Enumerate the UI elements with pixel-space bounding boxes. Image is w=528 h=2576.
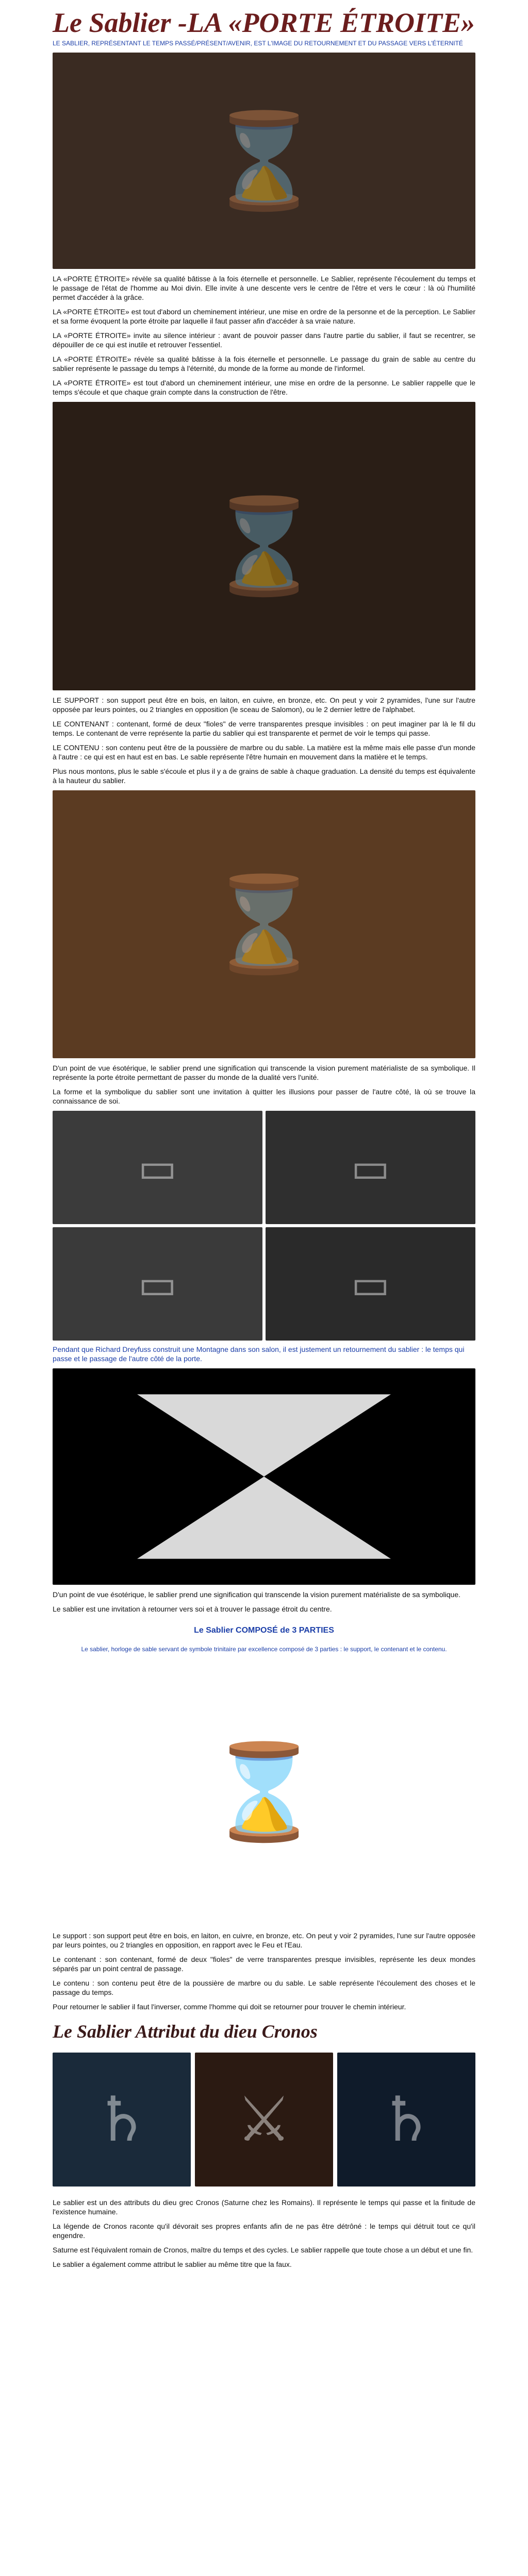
parts-banner: Le Sablier COMPOSÉ de 3 PARTIES bbox=[194, 1626, 334, 1635]
hourglass-icon: ⌛ bbox=[206, 492, 322, 600]
cronos-image bbox=[337, 2053, 475, 2187]
intro-paragraph: LA «PORTE ÉTROITE» est tout d'abord un cheminement intérieur, une mise en ordre de la personne. Le sablier rappelle que le temps s'écoule et que chaque grain compte dans la construction de l'être. bbox=[53, 379, 475, 396]
photo-hourglass-image bbox=[53, 790, 475, 1058]
cronos-paragraph: Le sablier a également comme attribut le sablier au même titre que la faux. bbox=[53, 2260, 292, 2268]
cronos-image-row bbox=[53, 2047, 475, 2192]
porte-paragraph: D'un point de vue ésotérique, le sablier prend une signification qui transcende la vision purement matérialiste de sa symbolique. Il représente la porte étroite permettant de passer du monde de la dualité vers l'unité. bbox=[53, 1064, 475, 1081]
film-still-image bbox=[53, 1227, 262, 1341]
parts-note: Le sablier, horloge de sable servant de symbole trinitaire par excellence composé de 3 parties : le support, le contenant et le contenu. bbox=[81, 1646, 447, 1653]
parts-detail-paragraph: Le contenu : son contenu peut être de la poussière de marbre ou du sable. Le sable représente l'écoulement des choses et le passage du temps. bbox=[53, 1979, 475, 1996]
page-subtitle: LE SABLIER, REPRÉSENTANT LE TEMPS PASSÉ/PRÉSENT/AVENIR, EST L'IMAGE DU RETOURNEMENT ET DU PASSAGE VERS L'ÉTERNITÉ bbox=[53, 40, 463, 47]
parts-detail-paragraph: Pour retourner le sablier il faut l'inverser, comme l'homme qui doit se retourner pour trouver le chemin intérieur. bbox=[53, 2003, 406, 2011]
film-still-grid bbox=[53, 1111, 475, 1341]
intro-paragraph: LA «PORTE ÉTROITE» est tout d'abord un cheminement intérieur, une mise en ordre de la personne et de la perception. Le Sablier et sa forme évoquent la porte étroite par laquelle il faut passer afin d'accéder à sa vraie nature. bbox=[53, 308, 475, 325]
page-title: Le Sablier -LA «PORTE ÉTROITE» bbox=[53, 7, 475, 38]
porte-paragraph: La forme et la symbolique du sablier sont une invitation à quitter les illusions pour passer de l'autre côté, là où se trouve la connaissance de soi. bbox=[53, 1088, 475, 1105]
intro-paragraph: LA «PORTE ÉTROITE» invite au silence intérieur : avant de pouvoir passer dans l'autre partie du sablier, il faut se recentrer, se dépouiller de ce qui est inutile et retrouver l'essentiel. bbox=[53, 331, 475, 349]
cronos-paragraph: Le sablier est un des attributs du dieu grec Cronos (Saturne chez les Romains). Il représente le temps qui passe et la finitude de l'existence humaine. bbox=[53, 2198, 475, 2216]
film-still-icon: ▭ bbox=[138, 1143, 177, 1192]
parts-detail-paragraph: Le support : son support peut être en bois, en laiton, en cuivre, en bronze, etc. On peut y voir 2 pyramides, l'une sur l'autre opposée par leurs pointes, ou 2 triangles en opposition, en rapport avec le Feu et l'Eau. bbox=[53, 1931, 475, 1949]
parts-paragraph: LE SUPPORT : son support peut être en bois, en laiton, en cuivre, en bronze, etc. On peut y voir 2 pyramides, l'une sur l'autre opposée par leurs pointes, ou 2 triangles en opposition (le sceau de Salomon), ou le 2 dernier lettre de l'alphabet. bbox=[53, 696, 475, 714]
film-still-image bbox=[266, 1111, 475, 1224]
after-x-paragraph: D'un point de vue ésotérique, le sablier prend une signification qui transcende la vision purement matérialiste de sa symbolique. bbox=[53, 1590, 461, 1599]
porte-caption: Pendant que Richard Dreyfuss construit une Montagne dans son salon, il est justement un retournement du sablier : le temps qui passe et le passage de l'autre côté de la porte. bbox=[53, 1345, 465, 1363]
cronos-text bbox=[53, 2198, 475, 2269]
hourglass-icon: ⌛ bbox=[206, 870, 322, 978]
after-x-paragraph: Le sablier est une invitation à retourner vers soi et à trouver le passage étroit du centre. bbox=[53, 1605, 332, 1613]
parts-detail-text bbox=[53, 1931, 475, 2011]
cronos-image bbox=[53, 2053, 191, 2187]
film-still-icon: ▭ bbox=[351, 1260, 390, 1308]
parts-paragraph: LE CONTENANT : contenant, formé de deux "fioles" de verre transparentes presque invisibles : on peut imaginer par là le fil du temps. Le contenant de verre représente la partie du sablier qui est transparente et permet de voir le temps qui passe. bbox=[53, 720, 475, 737]
after-x-text bbox=[53, 1590, 475, 1614]
x-symbol-image bbox=[53, 1368, 475, 1585]
film-still-icon: ▭ bbox=[138, 1260, 177, 1308]
parts-paragraph: LE CONTENU : son contenu peut être de la poussière de marbre ou du sable. La matière est la même mais elle passe d'un monde à l'autre : ce qui est en haut est en bas. Le sable représente l'être humain en mouvement dans la matière et le temps. bbox=[53, 743, 475, 761]
scythe-icon: ⚔ bbox=[236, 2083, 292, 2156]
film-still-image bbox=[53, 1111, 262, 1224]
cronos-section-title: Le Sablier Attribut du dieu Cronos bbox=[53, 2021, 318, 2042]
porte-text bbox=[53, 1063, 475, 1106]
hourglass-icon: ⌛ bbox=[206, 107, 322, 215]
cronos-paragraph: Saturne est l'équivalent romain de Cronos, maître du temps et des cycles. Le sablier rappelle que toute chose a un début et une fin. bbox=[53, 2246, 473, 2254]
parts-detail-paragraph: Le contenant : son contenant, formé de deux "fioles" de verre transparentes presque invisibles, représente les deux mondes séparés par un point central de passage. bbox=[53, 1955, 475, 1973]
golden-hourglass-image bbox=[53, 402, 475, 690]
x-symbol-icon bbox=[53, 1368, 475, 1585]
hero-hourglass-image bbox=[53, 53, 475, 269]
intro-paragraph: LA «PORTE ÉTROITE» révèle sa qualité bâtisse à la fois éternelle et personnelle. Le Sablier, représente l'écoulement du temps et le passage de l'état de l'homme au Moi divin. Elle invite à une descente vers le centre de l'être et vers le cœur : là où l'humilité permet d'accéder à la grâce. bbox=[53, 275, 475, 301]
wood-hourglass-image bbox=[53, 1658, 475, 1926]
hourglass-icon: ⌛ bbox=[206, 1738, 322, 1846]
parts-paragraph: Plus nous montons, plus le sable s'écoule et plus il y a de grains de sable à chaque graduation. La densité du temps est équivalente à la hauteur du sablier. bbox=[53, 767, 475, 785]
page-container bbox=[53, 0, 475, 2269]
film-still-image bbox=[266, 1227, 475, 1341]
film-still-icon: ▭ bbox=[351, 1143, 390, 1192]
parts-intro-text bbox=[53, 696, 475, 785]
cronos-icon: ♄ bbox=[94, 2083, 150, 2156]
cronos-paragraph: La légende de Cronos raconte qu'il dévorait ses propres enfants afin de ne pas être détrôné : le temps qui détruit tout ce qu'il engendre. bbox=[53, 2222, 475, 2240]
cronos-icon: ♄ bbox=[378, 2083, 434, 2156]
intro-text bbox=[53, 274, 475, 397]
intro-paragraph: LA «PORTE ÉTROITE» révèle sa qualité bâtisse à la fois éternelle et personnelle. Le passage du grain de sable au centre du sablier représente le passage du temps à l'éternité, du monde de la forme au monde de l'informel. bbox=[53, 355, 475, 372]
scythe-image bbox=[195, 2053, 333, 2187]
